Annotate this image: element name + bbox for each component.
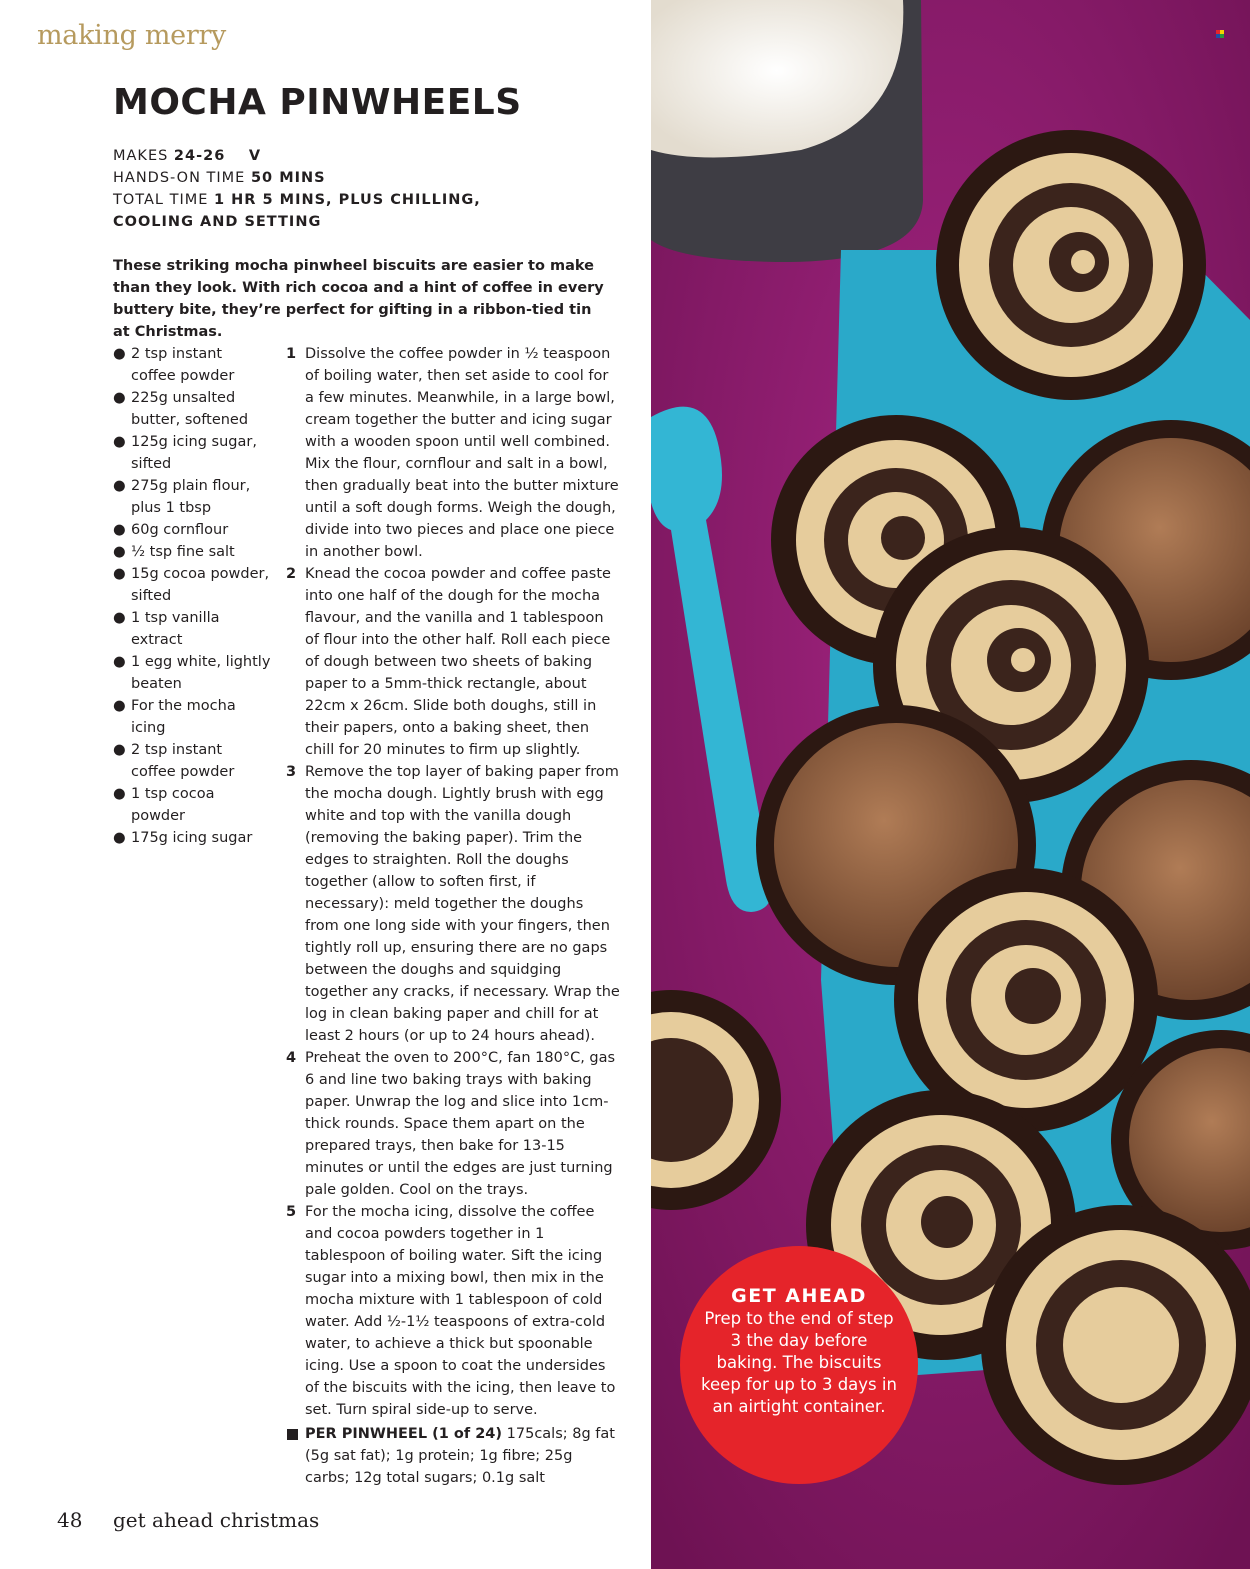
ingredient-item: ● 225g unsalted butter, softened	[113, 387, 271, 431]
bullet-icon: ●	[113, 478, 126, 494]
hands-on-label: HANDS-ON TIME	[113, 170, 246, 186]
magazine-title: get ahead christmas	[113, 1508, 320, 1532]
bullet-icon: ●	[113, 390, 126, 406]
ingredient-item: ● 275g plain flour, plus 1 tbsp	[113, 475, 271, 519]
ingredient-item: ● For the mocha icing	[113, 695, 271, 739]
total-time-line	[113, 189, 553, 233]
bullet-icon: ●	[113, 698, 126, 714]
step-text: Dissolve the coffee powder in ½ teaspoon of boiling water, then set aside to cool for a few minutes. Meanwhile, in a large bowl, cream together the butter and icing sugar with a wooden spoon until well combined. Mix the flour, cornflour and salt in a bowl, then gradually beat into the butter mixture until a soft dough forms. Weigh the dough, divide into two pieces and place one piece in another bowl.	[305, 346, 619, 560]
method-step	[286, 563, 620, 761]
ingredient-item: ● 60g cornflour	[113, 519, 271, 541]
bullet-icon: ●	[113, 786, 126, 802]
pinwheel-biscuit	[936, 130, 1206, 400]
method-list	[286, 343, 620, 1421]
square-bullet-icon	[287, 1429, 298, 1440]
badge-title: GET AHEAD	[731, 1285, 867, 1307]
recipe-meta	[113, 145, 553, 233]
total-time-label: TOTAL TIME	[113, 192, 209, 208]
recipe-intro: These striking mocha pinwheel biscuits are easier to make than they look. With rich cocoa and a hint of coffee in every buttery bite, they’re perfect for gifting in a ribbon-tied tin at Christmas.	[113, 258, 604, 340]
method-step	[286, 1201, 620, 1421]
step-text: Remove the top layer of baking paper from the mocha dough. Lightly brush with egg white and top with the vanilla dough (removing the baking paper). Trim the edges to straighten. Roll the doughs together (allow to soften first, if necessary): meld together the doughs from one long side with your fingers, then tightly roll up, ensuring there are no gaps between the doughs and squidging together any cracks, if necessary. Wrap the log in clean baking paper and chill for at least 2 hours (or up to 24 hours ahead).	[305, 764, 620, 1044]
ingredient-item: ● 2 tsp instant coffee powder	[113, 343, 271, 387]
ingredient-item: ● 1 tsp cocoa powder	[113, 783, 271, 827]
step-number: 5	[286, 1204, 297, 1220]
ingredient-item: ● 2 tsp instant coffee powder	[113, 739, 271, 783]
bullet-icon: ●	[113, 346, 126, 362]
bullet-icon: ●	[113, 610, 126, 626]
nutrition-label: PER PINWHEEL (1 of 24)	[305, 1426, 503, 1442]
bullet-icon: ●	[113, 434, 126, 450]
ingredient-item: ● 15g cocoa powder, sifted	[113, 563, 271, 607]
get-ahead-badge	[680, 1246, 918, 1484]
step-text: Knead the cocoa powder and coffee paste into one half of the dough for the mocha flavour, and the vanilla and 1 tablespoon of flour into the other half. Roll each piece of dough between two sheets of baking paper to a 5mm-thick rectangle, about 22cm x 26cm. Slide both doughs, still in their papers, onto a baking sheet, then chill for 20 minutes to firm up slightly.	[305, 566, 611, 758]
makes-line	[113, 145, 553, 167]
ingredient-item: ● 125g icing sugar, sifted	[113, 431, 271, 475]
bullet-icon: ●	[113, 544, 126, 560]
total-time-value: 1 HR 5 MINS, PLUS CHILLING, COOLING AND SETTING	[113, 192, 481, 230]
hands-on-line	[113, 167, 553, 189]
ingredient-item: ● ½ tsp fine salt	[113, 541, 271, 563]
step-number: 4	[286, 1050, 297, 1066]
ingredient-item: ● 175g icing sugar	[113, 827, 271, 849]
hands-on-value: 50 MINS	[250, 170, 326, 186]
makes-label: MAKES	[113, 148, 169, 164]
method-step	[286, 761, 620, 1047]
method-step	[286, 343, 620, 563]
diet-badge: V	[248, 148, 262, 164]
method-step	[286, 1047, 620, 1201]
bullet-icon: ●	[113, 830, 126, 846]
bullet-icon: ●	[113, 522, 126, 538]
step-text: For the mocha icing, dissolve the coffee and cocoa powders together in 1 tablespoon of boiling water. Sift the icing sugar into a mixing bowl, then mix in the mocha mixture with 1 tablespoon of cold water. Add ½-1½ teaspoons of extra-cold water, to achieve a thick but spoonable icing. Use a spoon to coat the undersides of the biscuits with the icing, then leave to set. Turn spiral side-up to serve.	[305, 1204, 616, 1418]
recipe-title: MOCHA PINWHEELS	[113, 82, 522, 123]
pinwheel-biscuit	[981, 1205, 1250, 1485]
step-number: 3	[286, 764, 297, 780]
step-number: 2	[286, 566, 297, 582]
bullet-icon: ●	[113, 566, 126, 582]
badge-text: Prep to the end of step 3 the day before baking. The biscuits keep for up to 3 days in an airtight container.	[701, 1309, 897, 1416]
step-number: 1	[286, 346, 297, 362]
ingredients-list	[113, 343, 271, 849]
step-text: Preheat the oven to 200°C, fan 180°C, gas 6 and line two baking trays with baking paper. Unwrap the log and slice into 1cm-thick rounds. Space them apart on the prepared trays, then bake for 13-15 minutes or until the edges are just turning pale golden. Cool on the trays.	[305, 1050, 616, 1198]
bullet-icon: ●	[113, 742, 126, 758]
nutrition-info	[286, 1423, 620, 1489]
bullet-icon: ●	[113, 654, 126, 670]
makes-value: 24-26	[173, 148, 226, 164]
page-number: 48	[57, 1508, 83, 1532]
ingredient-item: ● 1 tsp vanilla extract	[113, 607, 271, 651]
nutrition-text: 175cals; 8g fat (5g sat fat); 1g protein; 1g fibre; 25g carbs; 12g total sugars; 0.1g salt	[305, 1426, 615, 1486]
registration-mark-icon	[1216, 30, 1224, 38]
ingredient-item: ● 1 egg white, lightly beaten	[113, 651, 271, 695]
section-tag: making merry	[37, 20, 226, 51]
